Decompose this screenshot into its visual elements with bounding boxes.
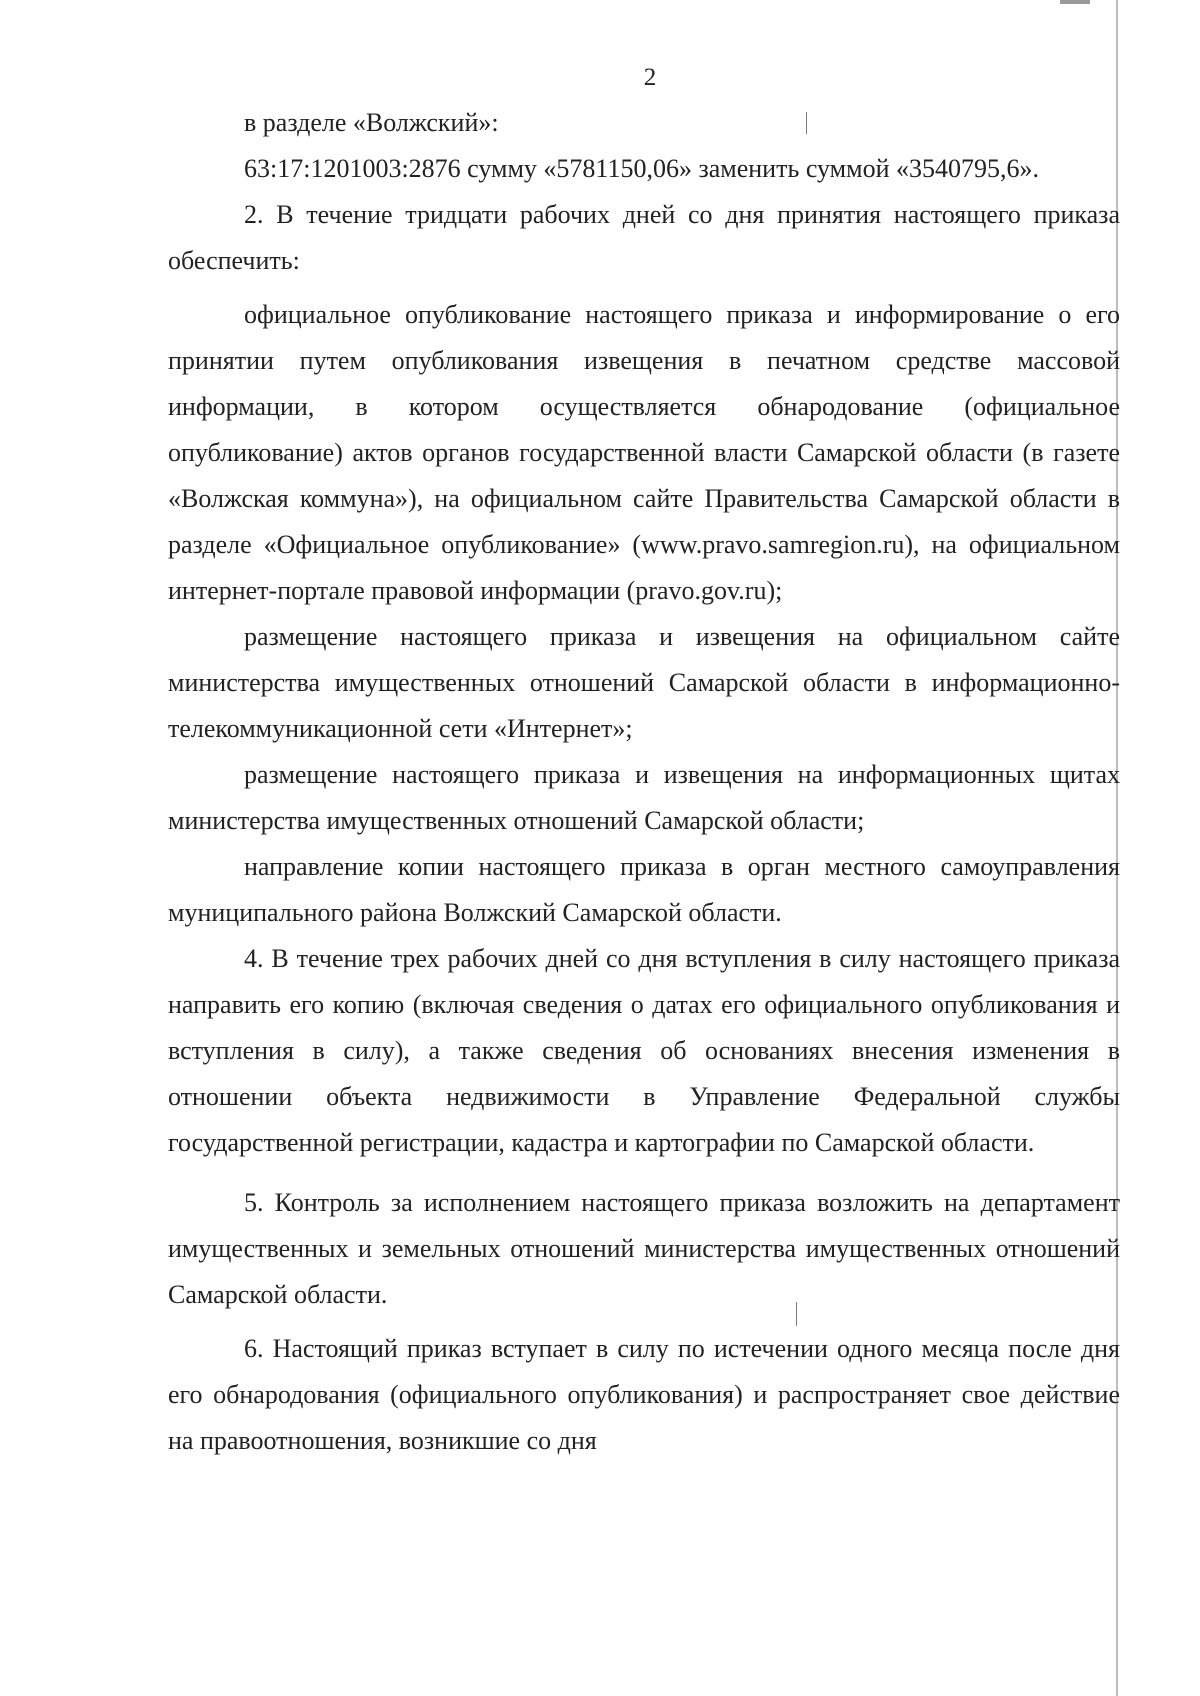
page-number: 2 [643, 64, 657, 91]
paragraph-website-placement: размещение настоящего приказа и извещения на официальном сайте министерства имущественных отношений Самарской области в информационно-телекоммуникационной сети «Интернет»; [168, 622, 1120, 743]
paragraph-item-2: 2. В течение тридцати рабочих дней со дня принятия настоящего приказа обеспечить: [168, 200, 1120, 275]
paragraph-official-publication: официальное опубликование настоящего приказа и информирование о его принятии путем опубликования извещения в печатном средстве массовой информации, в котором осуществляется обнародование (официальное опубликование) актов органов государственной власти Самарской области (в газете «Волжская коммуна»), на официальном сайте Правительства Самарской области в разделе «Официальное опубликование» (www.pravo.samregion.ru), на официальном интернет-портале правовой информации (pravo.gov.ru); [168, 300, 1120, 605]
paragraph-item-6: 6. Настоящий приказ вступает в силу по истечении одного месяца после дня его обнародования (официального опубликования) и распространяет свое действие на правоотношения, возникшие со дня [168, 1334, 1120, 1455]
scan-corner-mark [1060, 0, 1090, 4]
document-body [168, 100, 1120, 1464]
paragraph-section-heading: в разделе «Волжский»: [244, 108, 499, 137]
paragraph-cadastral-replacement: 63:17:1201003:2876 сумму «5781150,06» заменить суммой «3540795,6». [244, 154, 1039, 183]
paragraph-item-4: 4. В течение трех рабочих дней со дня вступления в силу настоящего приказа направить его копию (включая сведения о датах его официального опубликования и вступления в силу), а также сведения об основаниях внесения изменения в отношении объекта недвижимости в Управление Федеральной службы государственной регистрации, кадастра и картографии по Самарской области. [168, 944, 1120, 1157]
paragraph-boards-placement: размещение настоящего приказа и извещения на информационных щитах министерства имущественных отношений Самарской области; [168, 760, 1120, 835]
paragraph-copy-direction: направление копии настоящего приказа в орган местного самоуправления муниципального района Волжский Самарской области. [168, 852, 1120, 927]
paragraph-item-5: 5. Контроль за исполнением настоящего приказа возложить на департамент имущественных и земельных отношений министерства имущественных отношений Самарской области. [168, 1188, 1120, 1309]
